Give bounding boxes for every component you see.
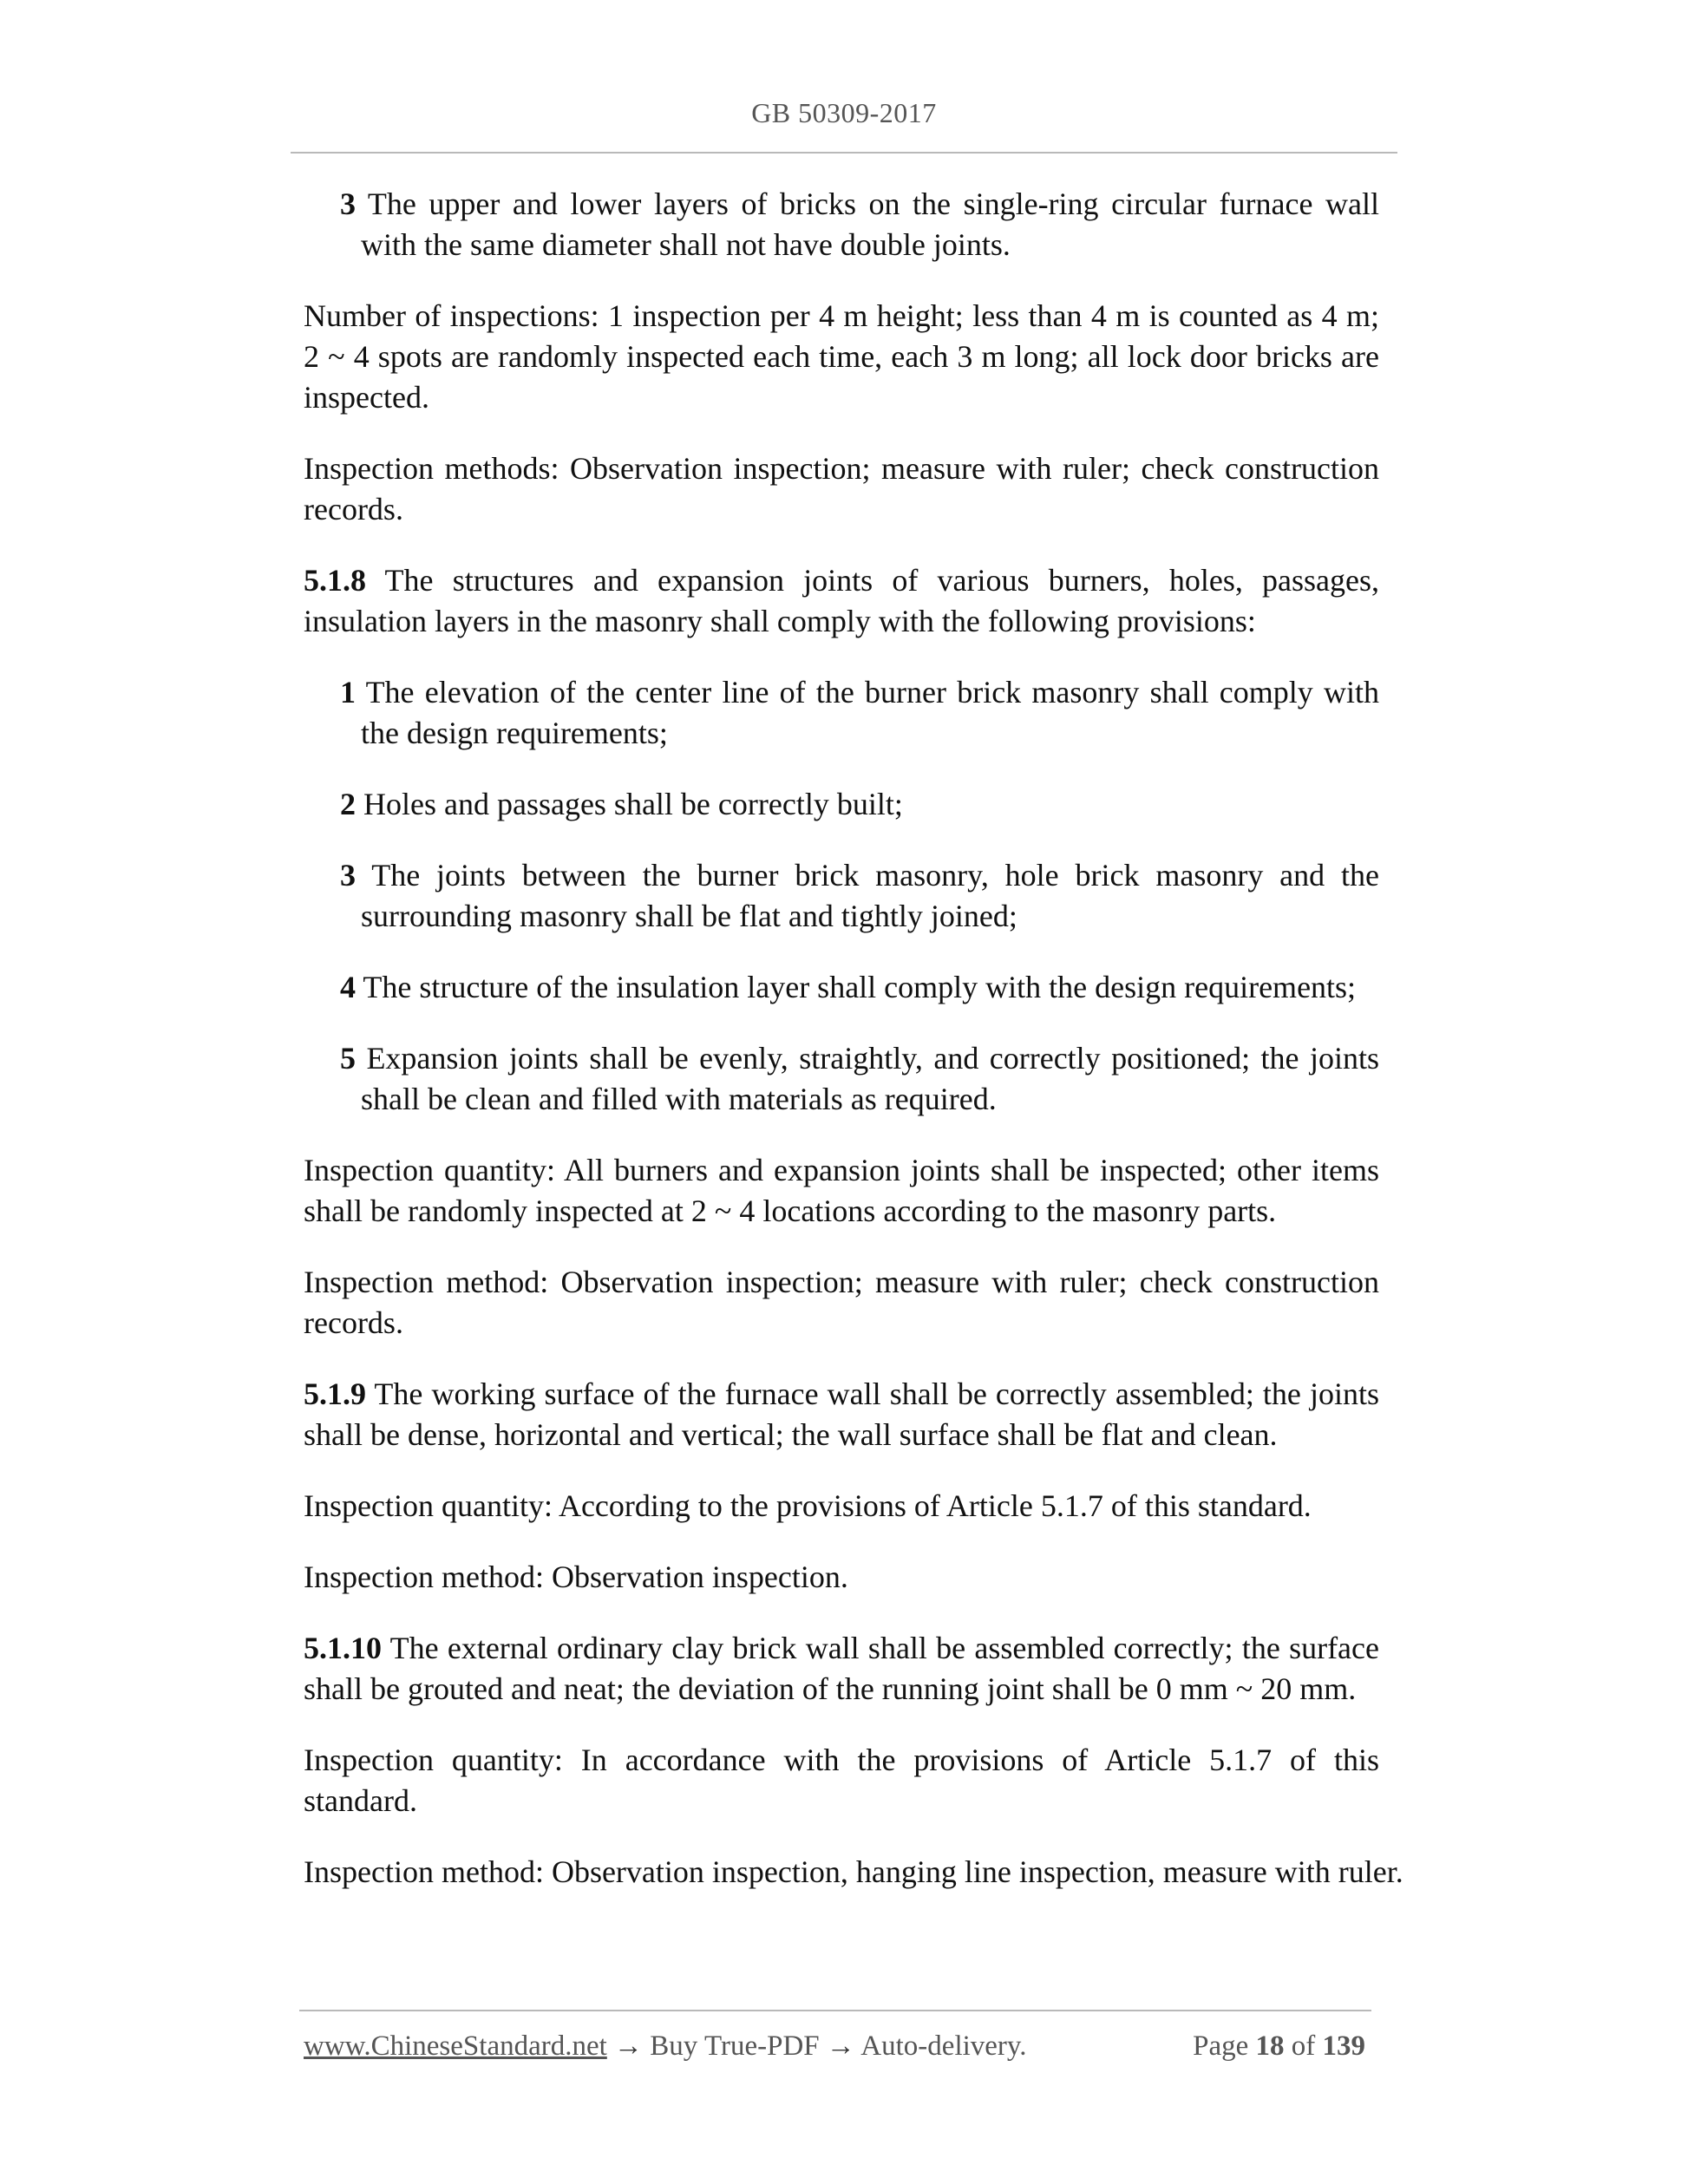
clause-number: 5.1.9	[304, 1376, 366, 1411]
arrow-right-icon: →	[826, 2030, 855, 2062]
item-text: The upper and lower layers of bricks on the single-ring circular furnace wall with the same diameter shall not have double joints.	[356, 186, 1379, 262]
item-number: 1	[340, 675, 356, 709]
clause-5-1-10	[304, 1628, 1379, 1710]
inspection-quantity-paragraph: Inspection quantity: According to the provisions of Article 5.1.7 of this standard.	[304, 1488, 1312, 1523]
inspection-number-paragraph: Number of inspections: 1 inspection per 4 m height; less than 4 m is counted as 4 m; 2 ~ 4 spots are randomly inspected each time, each 3 m long; all lock door bricks are inspected.	[304, 298, 1379, 415]
clause-number: 5.1.10	[304, 1631, 382, 1665]
footer-divider	[299, 2010, 1371, 2011]
inspection-quantity-paragraph: Inspection quantity: In accordance with the provisions of Article 5.1.7 of this standard.	[304, 1743, 1379, 1818]
inspection-method-paragraph: Inspection method: Observation inspection, hanging line inspection, measure with ruler.	[304, 1854, 1403, 1889]
clause-5-1-8	[304, 560, 1379, 642]
inspection-method-paragraph: Inspection method: Observation inspection.	[304, 1560, 848, 1594]
item-number: 5	[340, 1041, 356, 1076]
document-body	[304, 184, 1403, 1923]
list-item-3-single-ring	[340, 184, 1379, 265]
inspection-method-paragraph: Inspection method: Observation inspection; measure with ruler; check construction records.	[304, 1265, 1379, 1340]
item-number: 3	[340, 186, 356, 221]
list-item	[340, 672, 1379, 754]
buy-true-pdf-text: Buy True-PDF	[643, 2030, 827, 2062]
auto-delivery-text: Auto-delivery.	[854, 2030, 1027, 2062]
list-item	[340, 1038, 1379, 1120]
page-label: Page	[1193, 2030, 1249, 2062]
item-text: The joints between the burner brick masonry, hole brick masonry and the surrounding masonry shall be flat and tightly joined;	[356, 858, 1379, 933]
clause-number: 5.1.8	[304, 563, 366, 598]
page-total: 139	[1322, 2030, 1365, 2062]
page-of-label: of	[1291, 2030, 1316, 2062]
inspection-quantity-paragraph: Inspection quantity: All burners and expansion joints shall be inspected; other items shall be randomly inspected at 2 ~ 4 locations according to the masonry parts.	[304, 1153, 1379, 1228]
list-item	[340, 855, 1379, 937]
clause-text: The external ordinary clay brick wall shall be assembled correctly; the surface shall be grouted and neat; the deviation of the running joint shall be 0 mm ~ 20 mm.	[304, 1631, 1379, 1706]
header-divider	[291, 152, 1397, 154]
item-text: Expansion joints shall be evenly, straightly, and correctly positioned; the joints shall be clean and filled with materials as required.	[356, 1041, 1379, 1116]
clause-text: The working surface of the furnace wall shall be correctly assembled; the joints shall be dense, horizontal and vertical; the wall surface shall be flat and clean.	[304, 1376, 1379, 1452]
inspection-methods-paragraph: Inspection methods: Observation inspection; measure with ruler; check construction records.	[304, 451, 1379, 526]
site-link[interactable]: www.ChineseStandard.net	[304, 2030, 607, 2062]
page-indicator	[1193, 2030, 1365, 2063]
list-item	[340, 784, 1379, 825]
item-number: 4	[340, 970, 356, 1004]
clause-5-1-9	[304, 1374, 1379, 1455]
item-text: The structure of the insulation layer shall comply with the design requirements;	[356, 970, 1357, 1004]
item-text: The elevation of the center line of the burner brick masonry shall comply with the design requirements;	[356, 675, 1379, 750]
footer-links	[304, 2030, 1027, 2063]
item-text: Holes and passages shall be correctly built;	[356, 787, 903, 821]
clause-text: The structures and expansion joints of various burners, holes, passages, insulation layers in the masonry shall comply with the following provisions:	[304, 563, 1379, 638]
page-current: 18	[1255, 2030, 1285, 2062]
item-number: 2	[340, 787, 356, 821]
arrow-right-icon: →	[614, 2030, 644, 2062]
item-number: 3	[340, 858, 356, 893]
document-code-header: GB 50309-2017	[751, 97, 937, 128]
list-item	[340, 967, 1379, 1008]
